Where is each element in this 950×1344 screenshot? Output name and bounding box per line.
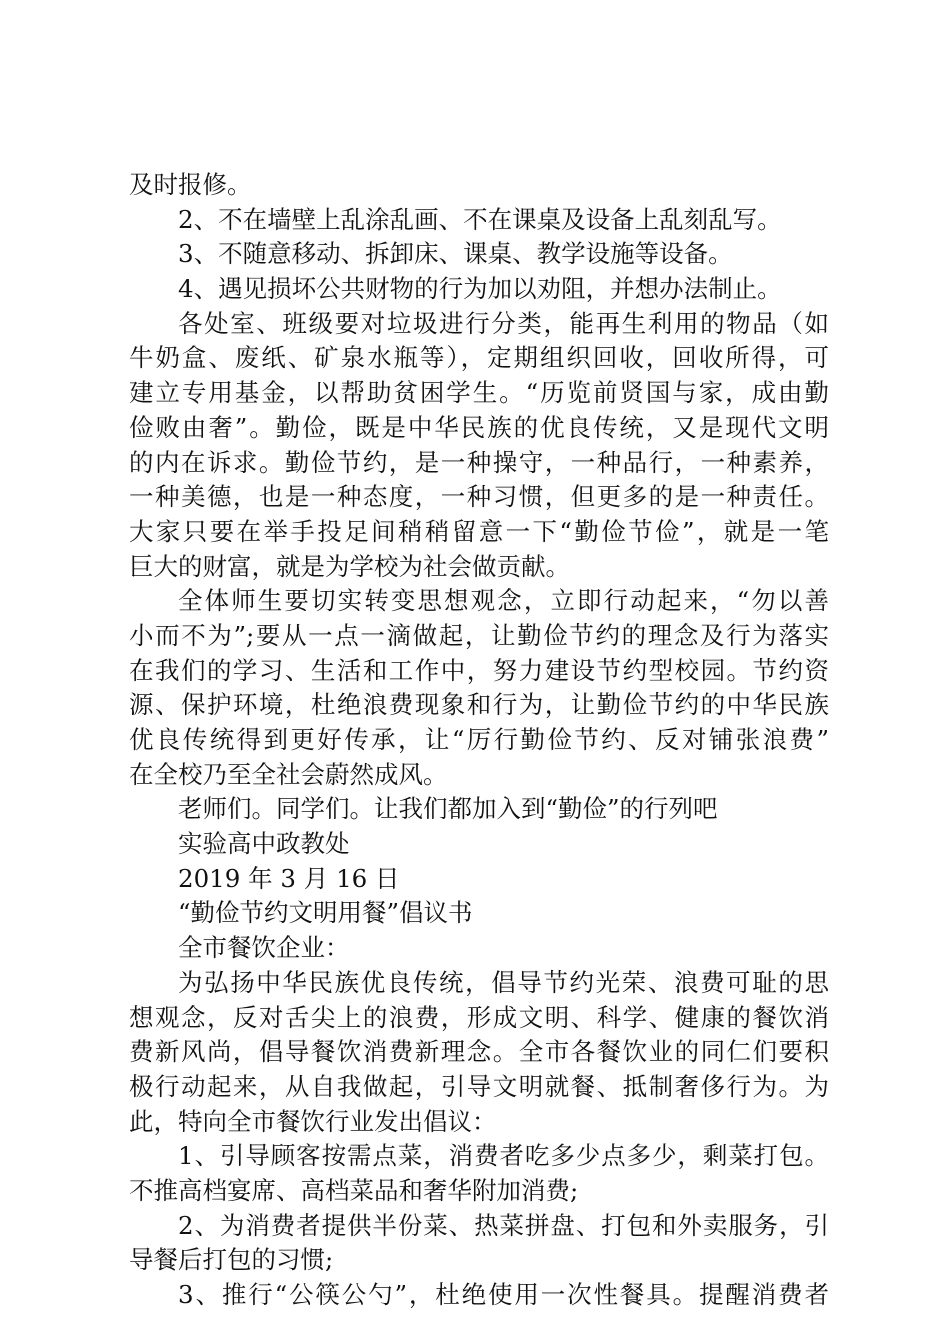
text-line: 2、不在墙壁上乱涂乱画、不在课桌及设备上乱刻乱写。 [178,204,782,234]
section-title: “勤俭节约文明用餐”倡议书 [178,898,473,928]
text-line: 费新风尚，倡导餐饮消费新理念。全市各餐饮业的同仁们要积 [129,1037,829,1067]
text-line: 源、保护环境，杜绝浪费现象和行为，让勤俭节约的中华民族 [129,690,829,720]
text-line: 各处室、班级要对垃圾进行分类，能再生利用的物品（如 [178,308,829,338]
text-line: 为弘扬中华民族优良传统，倡导节约光荣、浪费可耻的思 [178,967,829,997]
salutation-line: 全市餐饮企业： [178,933,350,963]
text-line: 及时报修。 [129,170,252,199]
text-line: 全体师生要切实转变思想观念，立即行动起来，“勿以善 [178,586,829,616]
text-line: 建立专用基金，以帮助贫困学生。“历览前贤国与家，成由勤 [129,378,829,408]
text-line: 此，特向全市餐饮行业发出倡议： [129,1106,497,1136]
signature-line: 实验高中政教处 [178,829,350,859]
text-line: 的内在诉求。勤俭节约，是一种操守，一种品行，一种素养， [129,447,829,477]
text-line: 3、不随意移动、拆卸床、课桌、教学设施等设备。 [178,239,733,269]
text-line: 极行动起来，从自我做起，引导文明就餐、抵制奢侈行为。为 [129,1071,829,1101]
text-line: 在我们的学习、生活和工作中，努力建设节约型校园。节约资 [129,655,829,685]
date-line: 2019 年 3 月 16 日 [178,863,400,893]
text-line: 大家只要在举手投足间稍稍留意一下“勤俭节俭”，就是一笔 [129,516,829,546]
text-line: 不推高档宴席、高档菜品和奢华附加消费; [129,1175,579,1205]
text-line: 想观念，反对舌尖上的浪费，形成文明、科学、健康的餐饮消 [129,1002,829,1032]
text-line: 4、遇见损坏公共财物的行为加以劝阻，并想办法制止。 [178,274,782,304]
text-line: 牛奶盒、废纸、矿泉水瓶等），定期组织回收，回收所得，可 [129,343,829,373]
document-body [129,168,829,1313]
text-line: 在全校乃至全社会蔚然成风。 [129,759,448,789]
text-line: 优良传统得到更好传承，让“厉行勤俭节约、反对铺张浪费” [129,725,829,754]
text-line: 俭败由奢”。勤俭，既是中华民族的优良传统，又是现代文明 [129,412,829,442]
text-line: 巨大的财富，就是为学校为社会做贡献。 [129,551,570,581]
text-line: 3、推行“公筷公勺”，杜绝使用一次性餐具。提醒消费者 [178,1280,829,1309]
text-line: 导餐后打包的习惯; [129,1245,334,1275]
text-line: 1、引导顾客按需点菜，消费者吃多少点多少，剩菜打包。 [178,1141,829,1171]
text-line: 2、为消费者提供半份菜、热菜拼盘、打包和外卖服务，引 [178,1210,829,1240]
text-line: 老师们。同学们。让我们都加入到“勤俭”的行列吧 [178,794,718,824]
text-line: 一种美德，也是一种态度，一种习惯，但更多的是一种责任。 [129,482,829,512]
text-line: 小而不为”;要从一点一滴做起，让勤俭节约的理念及行为落实 [129,620,829,650]
